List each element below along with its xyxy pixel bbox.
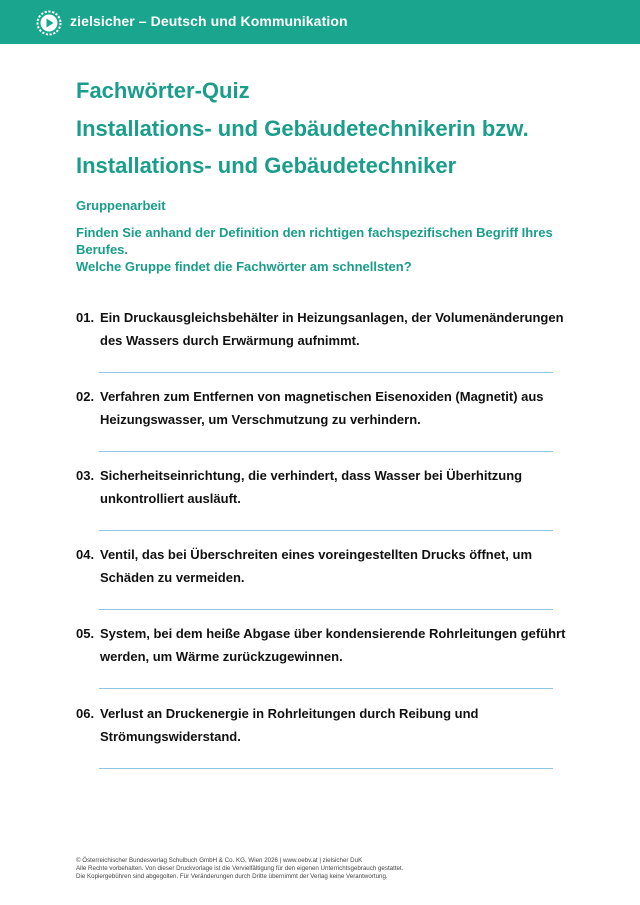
header-banner [0, 0, 640, 44]
answer-line[interactable] [99, 451, 553, 452]
question-text: System, bei dem heiße Abgase über kondensierende Rohrleitungen geführt werden, um Wärme zurückzugewinnen. [100, 626, 566, 664]
question-item [76, 385, 566, 431]
question-item [76, 543, 566, 589]
instructions-line-1: Finden Sie anhand der Definition den richtigen fachspezifischen Begriff Ihres Berufes. [76, 225, 553, 257]
answer-line[interactable] [99, 530, 553, 531]
footer-line-3: Die Kopiergebühren sind abgegolten. Für Veränderungen durch Dritte übernimmt der Verlag keine Verantwortung. [76, 873, 388, 880]
answer-line[interactable] [99, 688, 553, 689]
page-subtitle-line-1: Installations- und Gebäudetechnikerin bzw. [76, 116, 529, 141]
question-number: 03. [76, 468, 95, 483]
question-text: Sicherheitseinrichtung, die verhindert, dass Wasser bei Überhitzung unkontrolliert ausläuft. [100, 468, 523, 506]
question-number: 02. [76, 389, 95, 404]
question-text: Ventil, das bei Überschreiten eines voreingestellten Drucks öffnet, um Schäden zu vermeiden. [100, 547, 533, 585]
brand-label: zielsicher – Deutsch und Kommunikation [70, 13, 348, 29]
question-text: Verlust an Druckenergie in Rohrleitungen durch Reibung und Strömungswiderstand. [100, 706, 479, 744]
answer-line[interactable] [99, 372, 553, 373]
question-number: 06. [76, 706, 95, 721]
question-number: 04. [76, 547, 95, 562]
question-item [76, 306, 566, 352]
question-text: Verfahren zum Entfernen von magnetischen Eisenoxiden (Magnetit) aus Heizungswasser, um Verschmutzung zu verhindern. [100, 389, 544, 427]
instructions [76, 224, 596, 275]
footer-line-2: Alle Rechte vorbehalten. Von dieser Druckvorlage ist die Vervielfältigung für den eigenen Unterrichtsgebrauch gestattet. [76, 865, 404, 872]
instructions-line-2: Welche Gruppe findet die Fachwörter am schnellsten? [76, 259, 412, 274]
footer-line-1: © Österreichischer Bundesverlag Schulbuch GmbH & Co. KG, Wien 2026 | www.oebv.at | zielsicher DuK [76, 857, 363, 864]
header-dotted-edge [0, 40, 640, 48]
answer-line[interactable] [99, 768, 553, 769]
question-item [76, 702, 566, 748]
page-subtitle-line-2: Installations- und Gebäudetechniker [76, 153, 457, 178]
page-title: Fachwörter-Quiz [76, 78, 250, 103]
question-number: 05. [76, 626, 95, 641]
answer-line[interactable] [99, 609, 553, 610]
copyright-footer [76, 857, 403, 881]
question-text: Ein Druckausgleichsbehälter in Heizungsanlagen, der Volumenänderungen des Wassers durch Erwärmung aufnimmt. [100, 310, 564, 348]
play-icon [36, 10, 62, 36]
question-item [76, 622, 566, 668]
question-item [76, 464, 566, 510]
question-number: 01. [76, 310, 95, 325]
section-label: Gruppenarbeit [76, 198, 166, 213]
